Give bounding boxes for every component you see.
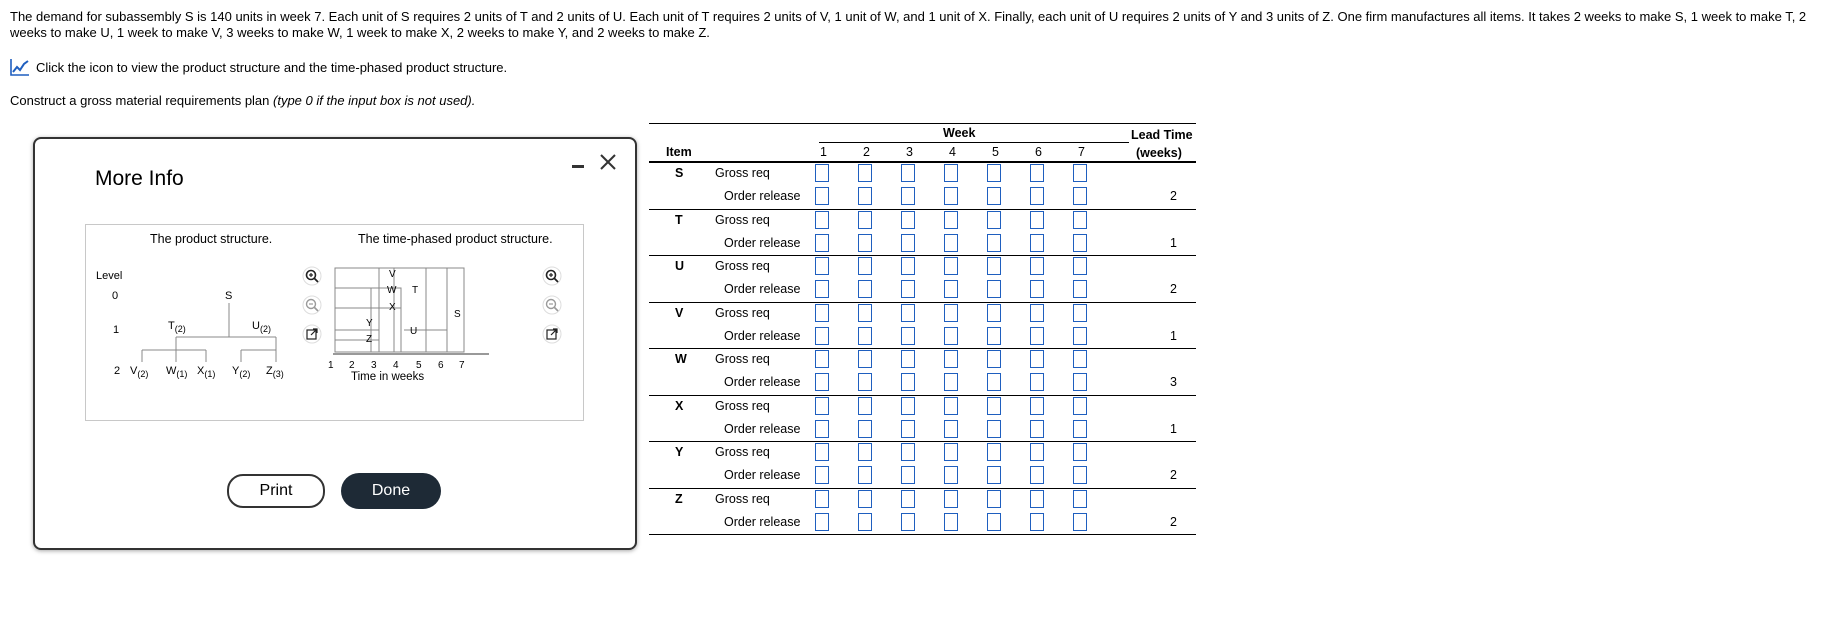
gross-req-input-s-week-2[interactable] [858, 164, 872, 182]
done-button[interactable]: Done [341, 473, 441, 509]
gross-req-input-y-week-6[interactable] [1030, 443, 1044, 461]
order-release-label: Order release [724, 189, 801, 203]
order-release-input-w-week-5[interactable] [987, 373, 1001, 391]
gross-req-input-u-week-4[interactable] [944, 257, 958, 275]
order-release-input-v-week-3[interactable] [901, 327, 915, 345]
order-release-input-v-week-1[interactable] [815, 327, 829, 345]
tree-node-v: $V_{(2)}$ [130, 365, 149, 379]
instruction [10, 93, 475, 108]
order-release-input-x-week-2[interactable] [858, 420, 872, 438]
tree-node-w: $W_{(1)}$ [166, 365, 188, 379]
gross-req-input-w-week-5[interactable] [987, 350, 1001, 368]
problem-statement: The demand for subassembly S is 140 units in week 7. Each unit of S requires 2 units of T and 2 units of U. Each unit of T requires 2 units of V, 1 unit of W, and 1 unit of X. Finally, each unit of U requires 2 units of Y and 3 units of Z. One firm manufactures all items. It takes 2 weeks to make S, 1 week to make T, 2 weeks to make U, 1 week to make V, 3 weeks to make W, 1 week to make X, 2 weeks to make Y, and 2 weeks to make Z. [10, 9, 1807, 40]
zoom-in-icon[interactable] [302, 266, 322, 286]
tp-label-v: V [389, 269, 396, 280]
tree-node-u: $U_{(2)}$ [252, 320, 271, 334]
order-release-input-u-week-1[interactable] [815, 280, 829, 298]
order-release-input-t-week-5[interactable] [987, 234, 1001, 252]
order-release-input-s-week-1[interactable] [815, 187, 829, 205]
zoom-in-icon[interactable] [542, 266, 562, 286]
gross-req-label: Gross req [715, 491, 770, 506]
gross-req-input-s-week-4[interactable] [944, 164, 958, 182]
lead-time-value: 1 [1170, 421, 1177, 436]
order-release-input-z-week-3[interactable] [901, 513, 915, 531]
order-release-input-u-week-5[interactable] [987, 280, 1001, 298]
level-2: 2 [114, 365, 121, 377]
week-number: 6 [1035, 145, 1042, 159]
row-divider [649, 534, 1196, 535]
gross-req-label: Gross req [715, 259, 770, 273]
order-release-input-v-week-6[interactable] [1030, 327, 1044, 345]
figure-panel [85, 224, 584, 421]
gross-req-input-y-week-4[interactable] [944, 443, 958, 461]
gross-req-input-z-week-1[interactable] [815, 490, 829, 508]
row-divider [649, 302, 1196, 303]
gross-req-input-w-week-2[interactable] [858, 350, 872, 368]
level-label: Level [96, 270, 123, 282]
instruction-main: Construct a gross material requirements plan [10, 93, 274, 108]
gross-req-input-z-week-7[interactable] [1073, 490, 1087, 508]
lead-time-value: 2 [1170, 189, 1177, 203]
gross-req-input-z-week-6[interactable] [1030, 490, 1044, 508]
gross-req-input-t-week-4[interactable] [944, 211, 958, 229]
item-label-x: X [675, 398, 684, 413]
week-number: 1 [820, 145, 827, 159]
lead-time-value: 2 [1170, 282, 1177, 296]
tree-node-y: $Y_{(2)}$ [232, 365, 251, 379]
mrp-table [649, 122, 1196, 542]
order-release-input-x-week-6[interactable] [1030, 420, 1044, 438]
order-release-input-y-week-2[interactable] [858, 466, 872, 484]
item-label-t: T [675, 212, 683, 227]
order-release-input-t-week-4[interactable] [944, 234, 958, 252]
order-release-input-w-week-4[interactable] [944, 373, 958, 391]
product-structure-diagram [86, 225, 301, 420]
gross-req-input-s-week-5[interactable] [987, 164, 1001, 182]
row-divider [649, 255, 1196, 256]
zoom-out-icon[interactable] [302, 295, 322, 315]
gross-req-input-y-week-2[interactable] [858, 443, 872, 461]
gross-req-input-x-week-2[interactable] [858, 397, 872, 415]
order-release-input-w-week-2[interactable] [858, 373, 872, 391]
gross-req-input-x-week-7[interactable] [1073, 397, 1087, 415]
row-divider [649, 209, 1196, 210]
gross-req-input-x-week-1[interactable] [815, 397, 829, 415]
order-release-input-z-week-5[interactable] [987, 513, 1001, 531]
tp-tick: 4 [393, 360, 399, 371]
order-release-label: Order release [724, 282, 801, 296]
order-release-input-s-week-5[interactable] [987, 187, 1001, 205]
zoom-out-icon[interactable] [542, 295, 562, 315]
order-release-input-u-week-4[interactable] [944, 280, 958, 298]
order-release-input-s-week-7[interactable] [1073, 187, 1087, 205]
product-structure-title: The product structure. [150, 232, 273, 246]
row-divider [649, 348, 1196, 349]
tp-tick: 1 [328, 360, 334, 371]
minimize-button[interactable] [569, 157, 587, 173]
item-label-z: Z [675, 491, 683, 506]
order-release-input-u-week-6[interactable] [1030, 280, 1044, 298]
gross-req-label: Gross req [715, 352, 770, 366]
gross-req-input-y-week-5[interactable] [987, 443, 1001, 461]
gross-req-input-u-week-1[interactable] [815, 257, 829, 275]
gross-req-input-s-week-3[interactable] [901, 164, 915, 182]
order-release-input-z-week-7[interactable] [1073, 513, 1087, 531]
gross-req-label: Gross req [715, 398, 770, 413]
gross-req-label: Gross req [715, 305, 770, 320]
gross-req-input-v-week-1[interactable] [815, 304, 829, 322]
gross-req-input-t-week-5[interactable] [987, 211, 1001, 229]
week-number: 7 [1078, 145, 1085, 159]
more-info-dialog [33, 137, 637, 550]
order-release-input-s-week-3[interactable] [901, 187, 915, 205]
gross-req-input-z-week-3[interactable] [901, 490, 915, 508]
gross-req-label: Gross req [715, 445, 770, 459]
gross-req-input-t-week-6[interactable] [1030, 211, 1044, 229]
order-release-input-t-week-2[interactable] [858, 234, 872, 252]
order-release-input-x-week-7[interactable] [1073, 420, 1087, 438]
order-release-label: Order release [724, 328, 801, 343]
row-divider [649, 488, 1196, 489]
time-phased-diagram [329, 260, 499, 420]
order-release-input-x-week-4[interactable] [944, 420, 958, 438]
level-1: 1 [113, 324, 120, 336]
order-release-input-y-week-6[interactable] [1030, 466, 1044, 484]
tree-node-t: $T_{(2)}$ [168, 320, 186, 334]
tp-label-s: S [454, 309, 461, 320]
tp-tick: 6 [438, 360, 444, 371]
close-icon [598, 152, 618, 172]
close-button[interactable] [598, 152, 618, 172]
level-0: 0 [112, 290, 119, 302]
gross-req-input-y-week-7[interactable] [1073, 443, 1087, 461]
gross-req-input-s-week-7[interactable] [1073, 164, 1087, 182]
gross-req-input-u-week-6[interactable] [1030, 257, 1044, 275]
order-release-input-t-week-3[interactable] [901, 234, 915, 252]
gross-req-input-t-week-7[interactable] [1073, 211, 1087, 229]
order-release-input-v-week-5[interactable] [987, 327, 1001, 345]
print-button[interactable]: Print [227, 474, 325, 508]
order-release-label: Order release [724, 235, 801, 250]
open-new-window-icon[interactable] [542, 324, 562, 344]
week-header: Week [943, 126, 976, 140]
order-release-input-u-week-7[interactable] [1073, 280, 1087, 298]
item-label-v: V [675, 305, 684, 320]
gross-req-input-w-week-1[interactable] [815, 350, 829, 368]
tp-label-w: W [387, 285, 397, 296]
order-release-input-w-week-6[interactable] [1030, 373, 1044, 391]
week-number: 4 [949, 145, 956, 159]
gross-req-input-x-week-6[interactable] [1030, 397, 1044, 415]
gross-req-input-x-week-4[interactable] [944, 397, 958, 415]
item-header: Item [666, 145, 692, 159]
order-release-label: Order release [724, 421, 801, 436]
gross-req-input-v-week-2[interactable] [858, 304, 872, 322]
order-release-input-y-week-7[interactable] [1073, 466, 1087, 484]
lead-time-value: 1 [1170, 235, 1177, 250]
item-label-w: W [675, 352, 687, 366]
gross-req-input-t-week-2[interactable] [858, 211, 872, 229]
tree-node-z: $Z_{(3)}$ [266, 365, 284, 379]
order-release-input-t-week-1[interactable] [815, 234, 829, 252]
week-number: 5 [992, 145, 999, 159]
order-release-input-y-week-1[interactable] [815, 466, 829, 484]
lead-time-header: Lead Time [1131, 128, 1193, 142]
gross-req-input-x-week-3[interactable] [901, 397, 915, 415]
order-release-input-y-week-5[interactable] [987, 466, 1001, 484]
order-release-input-t-week-6[interactable] [1030, 234, 1044, 252]
dialog-title: More Info [95, 167, 184, 190]
item-label-u: U [675, 259, 685, 273]
gross-req-input-v-week-5[interactable] [987, 304, 1001, 322]
week-number: 2 [863, 145, 870, 159]
row-divider [649, 395, 1196, 396]
order-release-input-x-week-1[interactable] [815, 420, 829, 438]
order-release-input-z-week-4[interactable] [944, 513, 958, 531]
row-divider [649, 441, 1196, 442]
order-release-input-v-week-2[interactable] [858, 327, 872, 345]
tp-tick: 5 [416, 360, 422, 371]
item-label-s: S [675, 166, 684, 180]
tp-label-x: X [389, 302, 396, 313]
lead-time-value: 1 [1170, 328, 1177, 343]
gross-req-input-x-week-5[interactable] [987, 397, 1001, 415]
order-release-input-s-week-6[interactable] [1030, 187, 1044, 205]
gross-req-input-v-week-6[interactable] [1030, 304, 1044, 322]
instruction-italic: (type 0 if the input box is not used). [273, 93, 476, 108]
order-release-input-s-week-2[interactable] [858, 187, 872, 205]
gross-req-input-y-week-3[interactable] [901, 443, 915, 461]
hint-row [10, 58, 507, 76]
tp-axis-label: Time in weeks [351, 371, 425, 383]
tree-node-s: S [225, 290, 233, 302]
order-release-input-w-week-1[interactable] [815, 373, 829, 391]
order-release-input-z-week-1[interactable] [815, 513, 829, 531]
order-release-input-t-week-7[interactable] [1073, 234, 1087, 252]
gross-req-input-w-week-3[interactable] [901, 350, 915, 368]
week-number: 3 [906, 145, 913, 159]
order-release-input-u-week-2[interactable] [858, 280, 872, 298]
order-release-label: Order release [724, 375, 801, 389]
gross-req-input-v-week-7[interactable] [1073, 304, 1087, 322]
gross-req-input-w-week-4[interactable] [944, 350, 958, 368]
order-release-input-v-week-7[interactable] [1073, 327, 1087, 345]
order-release-input-z-week-6[interactable] [1030, 513, 1044, 531]
gross-req-input-z-week-2[interactable] [858, 490, 872, 508]
order-release-input-s-week-4[interactable] [944, 187, 958, 205]
tp-tick: 7 [459, 360, 465, 371]
time-phased-title: The time-phased product structure. [358, 232, 553, 246]
order-release-input-y-week-3[interactable] [901, 466, 915, 484]
gross-req-input-w-week-7[interactable] [1073, 350, 1087, 368]
tp-label-t: T [412, 285, 419, 296]
lead-time-unit: (weeks) [1136, 146, 1182, 160]
tp-label-u: U [410, 326, 418, 337]
gross-req-label: Gross req [715, 212, 770, 227]
order-release-input-x-week-5[interactable] [987, 420, 1001, 438]
gross-req-input-s-week-6[interactable] [1030, 164, 1044, 182]
open-new-window-icon[interactable] [302, 324, 322, 344]
tree-node-x: $X_{(1)}$ [197, 365, 216, 379]
gross-req-input-u-week-2[interactable] [858, 257, 872, 275]
order-release-input-v-week-4[interactable] [944, 327, 958, 345]
order-release-input-u-week-3[interactable] [901, 280, 915, 298]
lead-time-value: 2 [1170, 468, 1177, 482]
gross-req-input-u-week-7[interactable] [1073, 257, 1087, 275]
gross-req-input-u-week-5[interactable] [987, 257, 1001, 275]
gross-req-input-z-week-4[interactable] [944, 490, 958, 508]
tp-label-z: Z [366, 334, 373, 345]
gross-req-input-u-week-3[interactable] [901, 257, 915, 275]
gross-req-input-t-week-3[interactable] [901, 211, 915, 229]
chart-icon[interactable] [10, 58, 30, 76]
tp-tick: 3 [371, 360, 377, 371]
gross-req-label: Gross req [715, 166, 770, 180]
hint-text: Click the icon to view the product structure and the time-phased product structure. [36, 59, 508, 75]
gross-req-input-s-week-1[interactable] [815, 164, 829, 182]
tp-label-y: Y [366, 318, 373, 329]
gross-req-input-t-week-1[interactable] [815, 211, 829, 229]
order-release-label: Order release [724, 468, 801, 482]
item-label-y: Y [675, 445, 684, 459]
order-release-input-z-week-2[interactable] [858, 513, 872, 531]
lead-time-value: 2 [1170, 514, 1177, 529]
order-release-input-y-week-4[interactable] [944, 466, 958, 484]
gross-req-input-z-week-5[interactable] [987, 490, 1001, 508]
order-release-input-x-week-3[interactable] [901, 420, 915, 438]
gross-req-input-w-week-6[interactable] [1030, 350, 1044, 368]
order-release-input-w-week-3[interactable] [901, 373, 915, 391]
order-release-label: Order release [724, 514, 801, 529]
tp-tick: 2 [349, 360, 355, 371]
lead-time-value: 3 [1170, 375, 1177, 389]
gross-req-input-v-week-3[interactable] [901, 304, 915, 322]
gross-req-input-v-week-4[interactable] [944, 304, 958, 322]
order-release-input-w-week-7[interactable] [1073, 373, 1087, 391]
gross-req-input-y-week-1[interactable] [815, 443, 829, 461]
